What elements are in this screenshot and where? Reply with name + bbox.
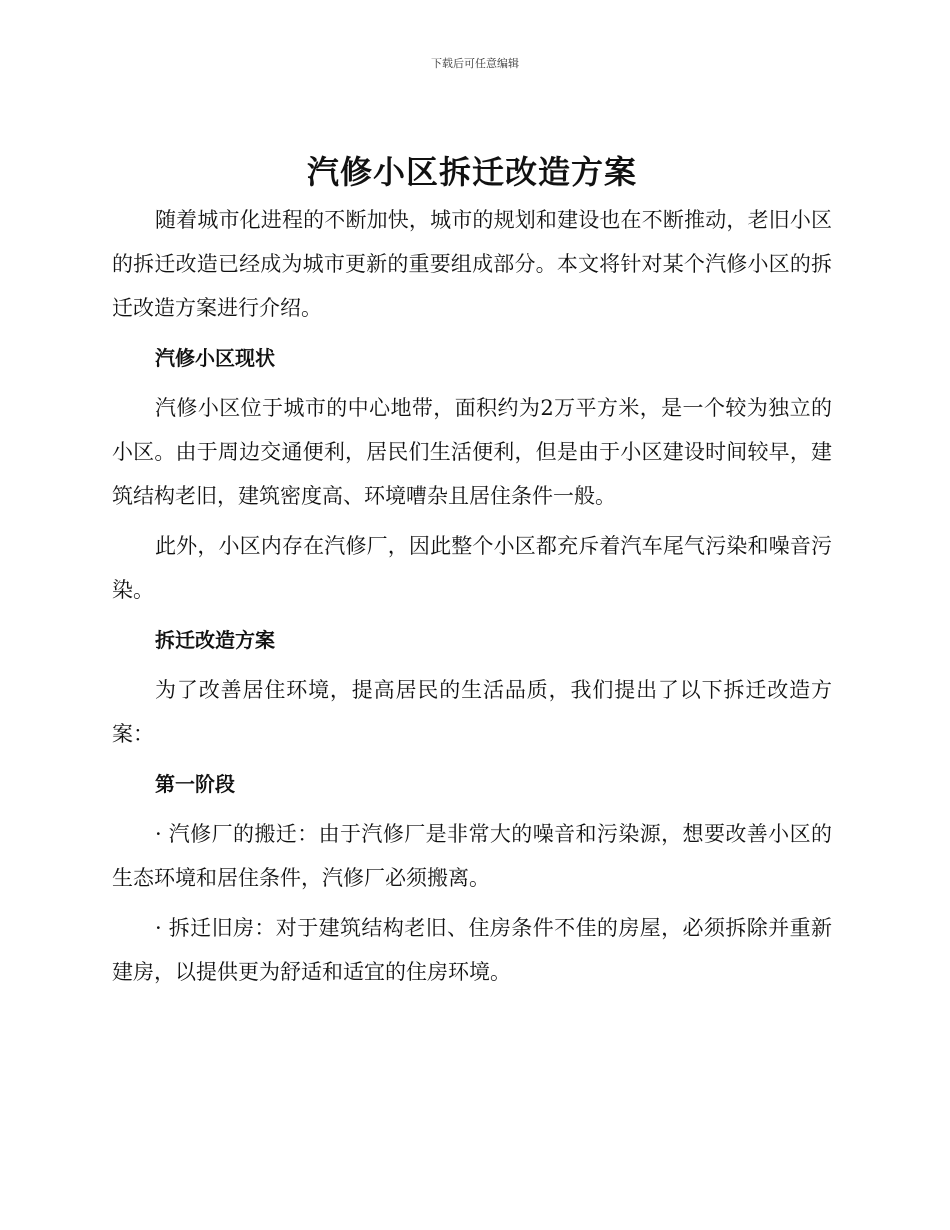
intro-paragraph: 随着城市化进程的不断加快，城市的规划和建设也在不断推动，老旧小区的拆迁改造已经成为城市更新的重要组成部分。本文将针对某个汽修小区的拆迁改造方案进行介绍。 [112,208,832,320]
phase-one-bullet-2: · 拆迁旧房：对于建筑结构老旧、住房条件不佳的房屋，必须拆除并重新建房，以提供更为舒适和适宜的住房环境。 [112,916,832,984]
section-heading-phase-one: 第一阶段 [155,772,235,796]
phase-one-bullet-1: · 汽修厂的搬迁：由于汽修厂是非常大的噪音和污染源，想要改善小区的生态环境和居住条件，汽修厂必须搬离。 [112,822,832,890]
section-heading-plan: 拆迁改造方案 [155,628,275,652]
plan-paragraph: 为了改善居住环境，提高居民的生活品质，我们提出了以下拆迁改造方案： [112,678,832,746]
status-paragraph-2: 此外，小区内存在汽修厂，因此整个小区都充斥着汽车尾气污染和噪音污染。 [112,534,832,602]
section-heading-status: 汽修小区现状 [155,346,275,370]
status-paragraph-1: 汽修小区位于城市的中心地带，面积约为2万平方米，是一个较为独立的小区。由于周边交通便利，居民们生活便利，但是由于小区建设时间较早，建筑结构老旧，建筑密度高、环境嘈杂且居住条件一般。 [112,396,832,508]
document-body [112,150,832,1000]
document-title: 汽修小区拆迁改造方案 [306,153,637,191]
page-header-note: 下载后可任意编辑 [431,57,519,70]
